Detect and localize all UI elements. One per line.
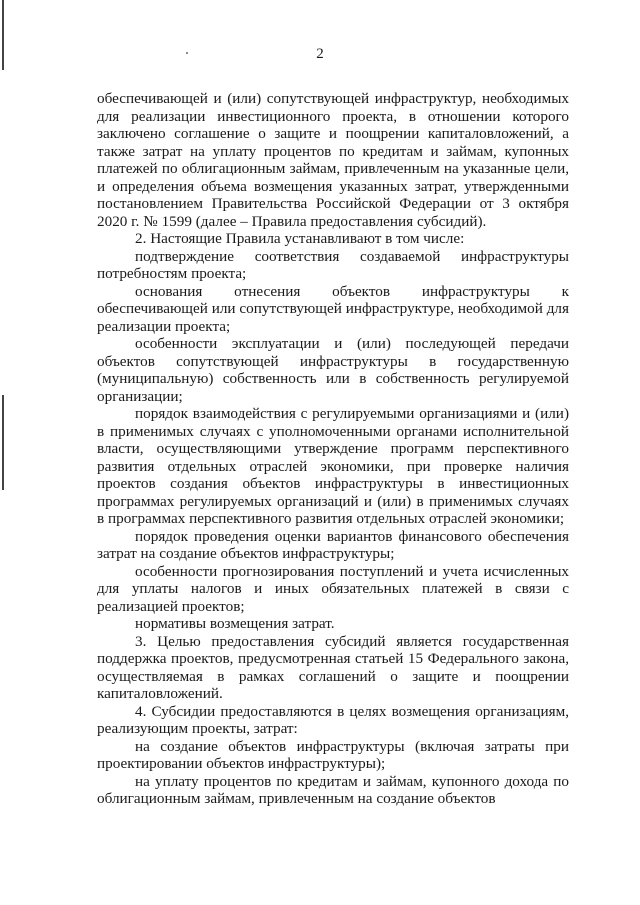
paragraph: подтверждение соответствия создаваемой инфраструктуры потребностям проекта; (97, 247, 569, 282)
paragraph: 4. Субсидии предоставляются в целях возмещения организациям, реализующим проекты, затрат: (97, 702, 569, 737)
paragraph: на уплату процентов по кредитам и займам, купонного дохода по облигационным займам, привлеченным на создание объектов (97, 772, 569, 807)
paragraph: основания отнесения объектов инфраструктуры к обеспечивающей или сопутствующей инфраструктуре, необходимой для реализации проекта; (97, 282, 569, 335)
document-body (97, 90, 569, 808)
paragraph: 3. Целью предоставления субсидий является государственная поддержка проектов, предусмотренная статьей 15 Федерального закона, осуществляемая в рамках соглашений о защите и поощрении капиталовложений. (97, 632, 569, 702)
paragraph: порядок проведения оценки вариантов финансового обеспечения затрат на создание объектов инфраструктуры; (97, 527, 569, 562)
paragraph: особенности прогнозирования поступлений и учета исчисленных для уплаты налогов и иных обязательных платежей в связи с реализацией проектов; (97, 562, 569, 615)
paragraph: на создание объектов инфраструктуры (включая затраты при проектировании объектов инфраструктуры); (97, 737, 569, 772)
paragraph: обеспечивающей и (или) сопутствующей инфраструктур, необходимых для реализации инвестиционного проекта, в отношении которого заключено соглашение о защите и поощрении капиталовложений, а также затрат на уплату процентов по кредитам и займам, купонных платежей по облигационным займам, привлеченным на указанные цели, и определения объема возмещения указанных затрат, утвержденными постановлением Правительства Российской Федерации от 3 октября 2020 г. № 1599 (далее – Правила предоставления субсидий). (97, 90, 569, 230)
paragraph: нормативы возмещения затрат. (135, 615, 335, 632)
page-number: 2 (316, 46, 324, 62)
paragraph: особенности эксплуатации и (или) последующей передачи объектов сопутствующей инфраструктуры в государственную (муниципальную) собственность или в собственность регулируемой организации; (97, 335, 569, 405)
paragraph: 2. Настоящие Правила устанавливают в том числе: (135, 230, 465, 247)
scan-binding-mark (2, 395, 4, 490)
paragraph: порядок взаимодействия с регулируемыми организациями и (или) в применимых случаях с уполномоченными органами исполнительной власти, осуществляющими утверждение программ перспективного развития отдельных отраслей экономики, при проверке наличия проектов создания объектов инфраструктуры в инвестиционных программах регулируемых организаций и (или) в применимых случаях в программах перспективного развития отдельных отраслей экономики; (97, 405, 569, 527)
